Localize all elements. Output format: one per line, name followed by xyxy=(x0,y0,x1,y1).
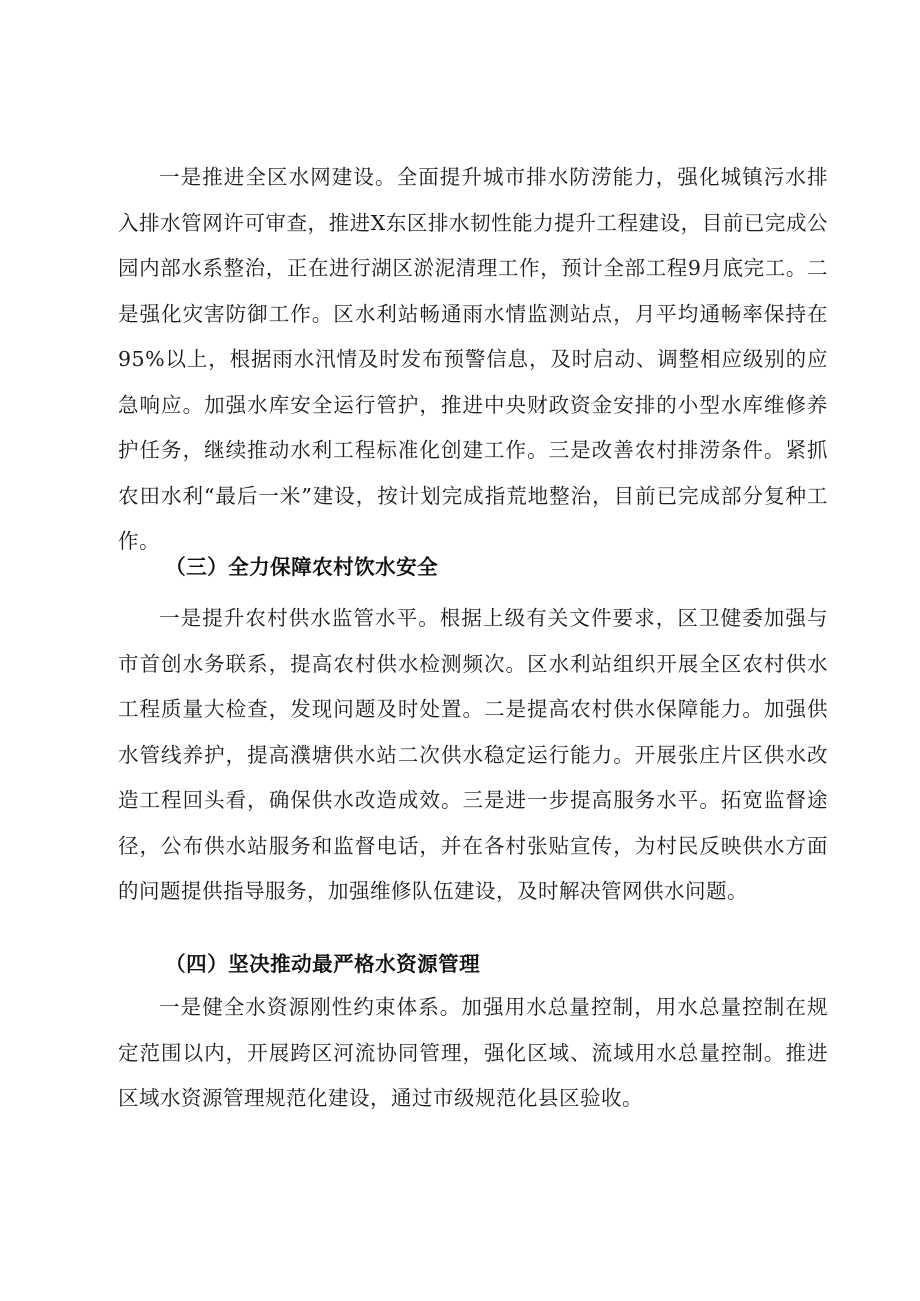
body-paragraph-water-network: 一是推进全区水网建设。全面提升城市排水防涝能力，强化城镇污水排入排水管网许可审查，推进X东区排水韧性能力提升工程建设，目前已完成公园内部水系整治，正在进行湖区淤泥清理工作，预计全部工程9月底完工。二是强化灾害防御工作。区水利站畅通雨水情监测站点，月平均通畅率保持在95%以上，根据雨水汛情及时发布预警信息，及时启动、调整相应级别的应急响应。加强水库安全运行管护，推进中央财政资金安排的小型水库维修养护任务，继续推动水利工程标准化创建工作。三是改善农村排涝条件。紧抓农田水利“最后一米”建设，按计划完成指荒地整治，目前已完成部分复种工作。 xyxy=(118,165,828,553)
body-paragraph-water-resource-constraint: 一是健全水资源刚性约束体系。加强用水总量控制，用水总量控制在规定范围以内，开展跨区河流协同管理，强化区域、流域用水总量控制。推进区域水资源管理规范化建设，通过市级规范化县区验收。 xyxy=(118,995,828,1110)
section-heading-rural-drinking-water: （三）全力保障农村饮水安全 xyxy=(165,555,439,579)
body-paragraph-rural-water-supply: 一是提升农村供水监管水平。根据上级有关文件要求，区卫健委加强与市首创水务联系，提高农村供水检测频次。区水利站组织开展全区农村供水工程质量大检查，发现问题及时处置。二是提高农村供水保障能力。加强供水管线养护，提高濮塘供水站二次供水稳定运行能力。开展张庄片区供水改造工程回头看，确保供水改造成效。三是进一步提高服务水平。拓宽监督途径，公布供水站服务和监督电话，并在各村张贴宣传，为村民反映供水方面的问题提供指导服务，加强维修队伍建设，及时解决管网供水问题。 xyxy=(118,606,828,903)
section-heading-water-resource-management: （四）坚决推动最严格水资源管理 xyxy=(165,952,481,976)
